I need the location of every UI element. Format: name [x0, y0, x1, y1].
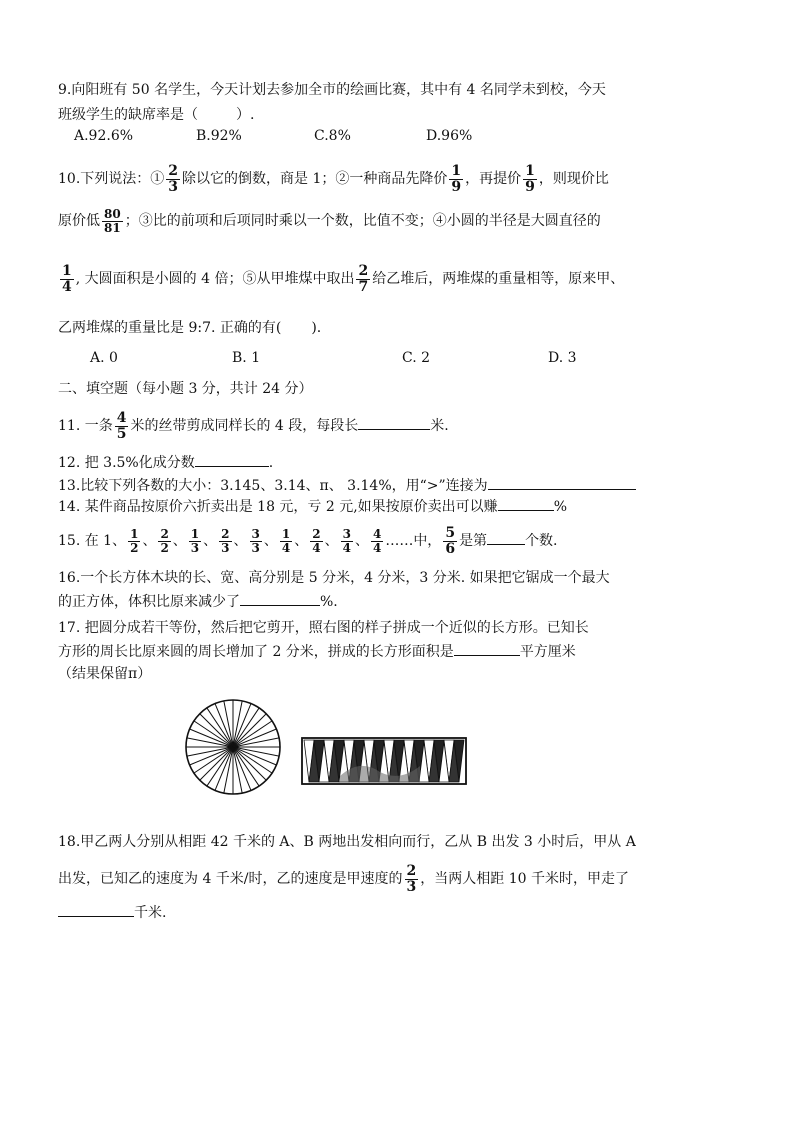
circle-sector-line: [200, 747, 233, 780]
answer-blank: [358, 415, 430, 430]
fraction: $\frac{2}{3}$: [168, 162, 179, 195]
q10-line1: 10.下列说法：① $\frac{2}{3}$ 除以它的倒数，商是 1；②一种商品先降价 $\frac{1}{9}$ ，再提价 $\frac{1}{9}$ ，则现价比: [58, 162, 609, 195]
q9-line1: 9.向阳班有 50 名学生，今天计划去参加全市的绘画比赛，其中有 4 名同学未到校，今天: [58, 82, 606, 98]
sequence-fraction: $\frac{1}{3}$: [190, 526, 200, 555]
answer-blank: [454, 641, 520, 656]
q10-option-b: B. 1: [232, 350, 261, 366]
answer-blank: [487, 530, 525, 545]
q9-option-d: D.96%: [426, 128, 473, 144]
circle-sector-line: [200, 714, 233, 747]
fraction: $\frac{2}{3}$: [406, 862, 417, 895]
sequence-fraction: $\frac{4}{4}$: [372, 526, 382, 555]
sequence-fraction: $\frac{2}{3}$: [221, 526, 230, 555]
fraction: $\frac{2}{7}$: [358, 262, 369, 295]
q18-line1: 18.甲乙两人分别从相距 42 千米的 A、B 两地出发相向而行，乙从 B 出发 3 小时后，甲从 A: [58, 834, 636, 850]
fraction: $\frac{1}{9}$: [525, 162, 535, 195]
answer-blank: [488, 475, 636, 490]
sequence-fraction: $\frac{1}{4}$: [281, 526, 291, 555]
q9-option-a: A.92.6%: [74, 128, 134, 144]
q12-line: 12. 把 3.5%化成分数 .: [58, 452, 273, 473]
fraction: $\frac{80}{81}$: [104, 206, 121, 235]
sequence-fraction: $\frac{2}{4}$: [312, 526, 321, 555]
q10-option-d: D. 3: [548, 350, 577, 366]
q17-line1: 17. 把圆分成若干等份，然后把它剪开，照右图的样子拼成一个近似的长方形。已知长: [58, 620, 589, 636]
fraction-sequence: $\frac{1}{2}$ 、 $\frac{2}{2}$ 、 $\frac{1}{3}$ 、 $\frac{2}{3}$ 、 $\frac{3}{3}$ 、 $\frac{1}{4}$ 、 $\frac{2}{4}$ 、 $\frac{3}{4}$ 、 $\frac{4}{4}$: [130, 526, 382, 555]
q14-line: 14. 某件商品按原价六折卖出是 18 元，亏 2 元,如果按原价卖出可以赚 %: [58, 496, 567, 517]
q9-option-b: B.92%: [196, 128, 242, 144]
q10-option-a: A. 0: [90, 350, 118, 366]
q11-line: 11. 一条 $\frac{4}{5}$ 米的丝带剪成同样长的 4 段，每段长 米.: [58, 409, 449, 442]
answer-blank: [195, 452, 269, 467]
section-heading: 二、填空题（每小题 3 分，共计 24 分）: [58, 381, 313, 397]
q18-line3: 千米.: [58, 902, 166, 923]
divided-circle-figure: [183, 697, 283, 797]
sequence-fraction: $\frac{2}{2}$: [160, 526, 169, 555]
q15-line: 15. 在 1、 $\frac{1}{2}$ 、 $\frac{2}{2}$ 、 $\frac{1}{3}$ 、 $\frac{2}{3}$ 、 $\frac{3}{3}$ 、 $\frac{1}{4}$ 、 $\frac{2}{4}$ 、 $\frac{3}{4}$ 、 $\frac{4}{4}$ ……中， $\frac{5}{6}$ 是第 个数.: [58, 524, 558, 557]
circle-sector-line: [233, 747, 266, 780]
q18-line2: 出发，已知乙的速度为 4 千米/时，乙的速度是甲速度的 $\frac{2}{3}$ ，当两人相距 10 千米时，甲走了: [58, 862, 629, 895]
answer-blank: [498, 496, 554, 511]
q16-line2: 的正方体，体积比原来减少了 %.: [58, 591, 338, 612]
q13-line: 13.比较下列各数的大小：3.145、3.14、π、 3.14%，用“>”连接为: [58, 475, 636, 496]
q17-line3: （结果保留π）: [58, 666, 152, 682]
q9-line2: 班级学生的缺席率是（ ）.: [58, 107, 255, 123]
q10-option-c: C. 2: [402, 350, 431, 366]
sequence-fraction: $\frac{3}{3}$: [251, 526, 260, 555]
q9-option-c: C.8%: [314, 128, 351, 144]
q10-line2: 原价低 $\frac{80}{81}$ ；③比的前项和后项同时乘以一个数，比值不变；④小圆的半径是大圆直径的: [58, 206, 601, 235]
sequence-fraction: $\frac{1}{2}$: [130, 526, 139, 555]
q16-line1: 16.一个长方体木块的长、宽、高分别是 5 分米，4 分米，3 分米. 如果把它锯成一个最大: [58, 570, 610, 586]
approximate-rectangle-figure: [300, 736, 468, 786]
fraction: $\frac{1}{4}$: [62, 262, 72, 295]
circle-sector-line: [233, 714, 266, 747]
fraction: $\frac{1}{9}$: [451, 162, 462, 195]
q10-line3: $\frac{1}{4}$ , 大圆面积是小圆的 4 倍；⑤从甲堆煤中取出 $\frac{2}{7}$ 给乙堆后，两堆煤的重量相等，原来甲、: [62, 262, 625, 295]
sequence-fraction: $\frac{3}{4}$: [342, 526, 351, 555]
q10-line4: 乙两堆煤的重量比是 9:7. 正确的有( ).: [58, 320, 322, 336]
target-fraction: $\frac{5}{6}$: [445, 524, 456, 557]
answer-blank: [240, 591, 320, 606]
fraction: $\frac{4}{5}$: [116, 409, 127, 442]
answer-blank: [58, 902, 134, 917]
q17-line2: 方形的周长比原来圆的周长增加了 2 分米，拼成的长方形面积是 平方厘米: [58, 641, 576, 662]
